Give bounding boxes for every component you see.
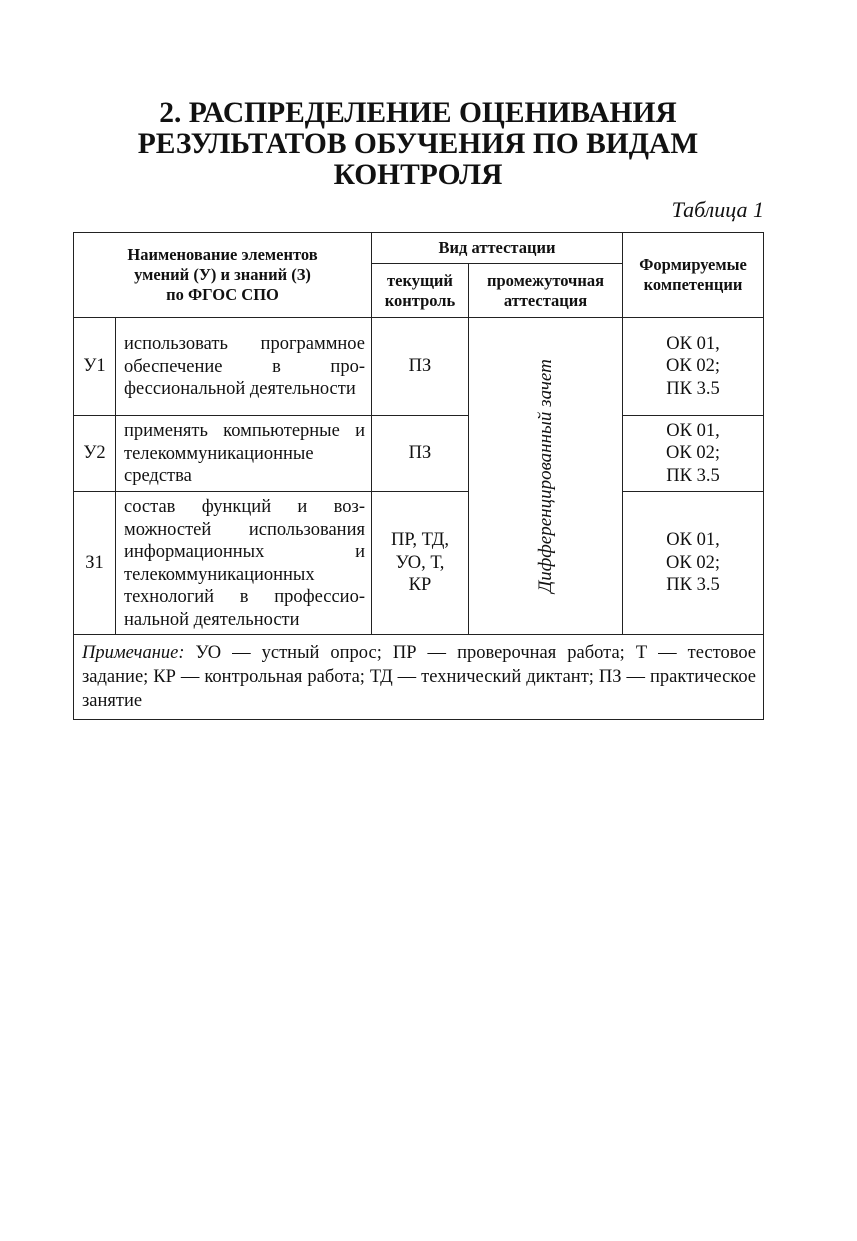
header-name-line-1: Наименование элементов (127, 245, 318, 264)
title-line-3: КОНТРОЛЯ (333, 159, 503, 191)
interim-attestation-value: Дифференцированный зачет (534, 359, 556, 593)
row-competencies (623, 318, 764, 416)
row-current-control: ПЗ (372, 416, 469, 492)
competency-item: ОК 01, (666, 530, 720, 551)
table-label: Таблица 1 (671, 197, 764, 222)
competency-item: ОК 02; (666, 356, 720, 377)
header-attestation-type: Вид аттестации (372, 233, 623, 264)
header-competencies-line-1: Формируемые (639, 255, 747, 274)
header-current-line-1: текущий (387, 270, 453, 290)
header-current-line-2: контроль (384, 290, 456, 310)
competency-item: ПК 3.5 (666, 378, 720, 399)
header-competencies-line-2: компетенции (643, 275, 743, 294)
row-current-control: ПЗ (372, 318, 469, 416)
header-row-1 (74, 233, 764, 264)
row-code: У2 (74, 416, 116, 492)
competency-item: ОК 01, (666, 333, 720, 354)
table-row (74, 492, 764, 635)
competency-item: ПК 3.5 (666, 465, 720, 486)
row-competencies (623, 492, 764, 635)
row-code: З1 (74, 492, 116, 635)
header-current-control (372, 264, 469, 318)
header-interim-line-2: аттестация (503, 290, 588, 310)
note-label: Примечание: (82, 643, 185, 663)
table-row (74, 318, 764, 416)
header-competencies (623, 233, 764, 318)
current-control-line-2: УО, Т, (395, 552, 445, 573)
assessment-table (73, 232, 764, 720)
title-line-1: 2. РАСПРЕДЕЛЕНИЕ ОЦЕНИВАНИЯ (159, 97, 677, 129)
header-interim-line-1: промежуточная (486, 270, 605, 290)
row-description: состав функций и возможностей использования информационных и телекоммуникационных технологий в профессиональной деятельности (116, 492, 372, 635)
competency-item: ОК 01, (666, 420, 720, 441)
row-current-control (372, 492, 469, 635)
interim-attestation-cell (469, 318, 623, 635)
competency-item: ОК 02; (666, 552, 720, 573)
competency-item: ОК 02; (666, 443, 720, 464)
note-text: УО — устный опрос; ПР — проверочная работа; Т — тестовое задание; КР — контрольная работа; ТД — технический диктант; ПЗ — практическое занятие (82, 643, 757, 711)
current-control-line-3: КР (408, 575, 432, 596)
current-control-line-1: ПР, ТД, (391, 530, 449, 551)
competency-item: ПК 3.5 (666, 575, 720, 596)
title-line-2: РЕЗУЛЬТАТОВ ОБУЧЕНИЯ ПО ВИДАМ (137, 128, 699, 160)
row-competencies (623, 416, 764, 492)
row-description: использовать программное обеспечение в профессиональной деятельности (116, 318, 372, 416)
table-note (74, 635, 764, 720)
section-title (73, 98, 763, 191)
row-description: применять компьютерные и телекоммуникационные средства (116, 416, 372, 492)
header-interim-attestation (469, 264, 623, 318)
row-code: У1 (74, 318, 116, 416)
header-element-name (74, 233, 372, 318)
note-row (74, 635, 764, 720)
header-name-line-2: умений (У) и знаний (З) (134, 265, 311, 284)
header-name-line-3: по ФГОС СПО (166, 285, 279, 304)
table-row (74, 416, 764, 492)
